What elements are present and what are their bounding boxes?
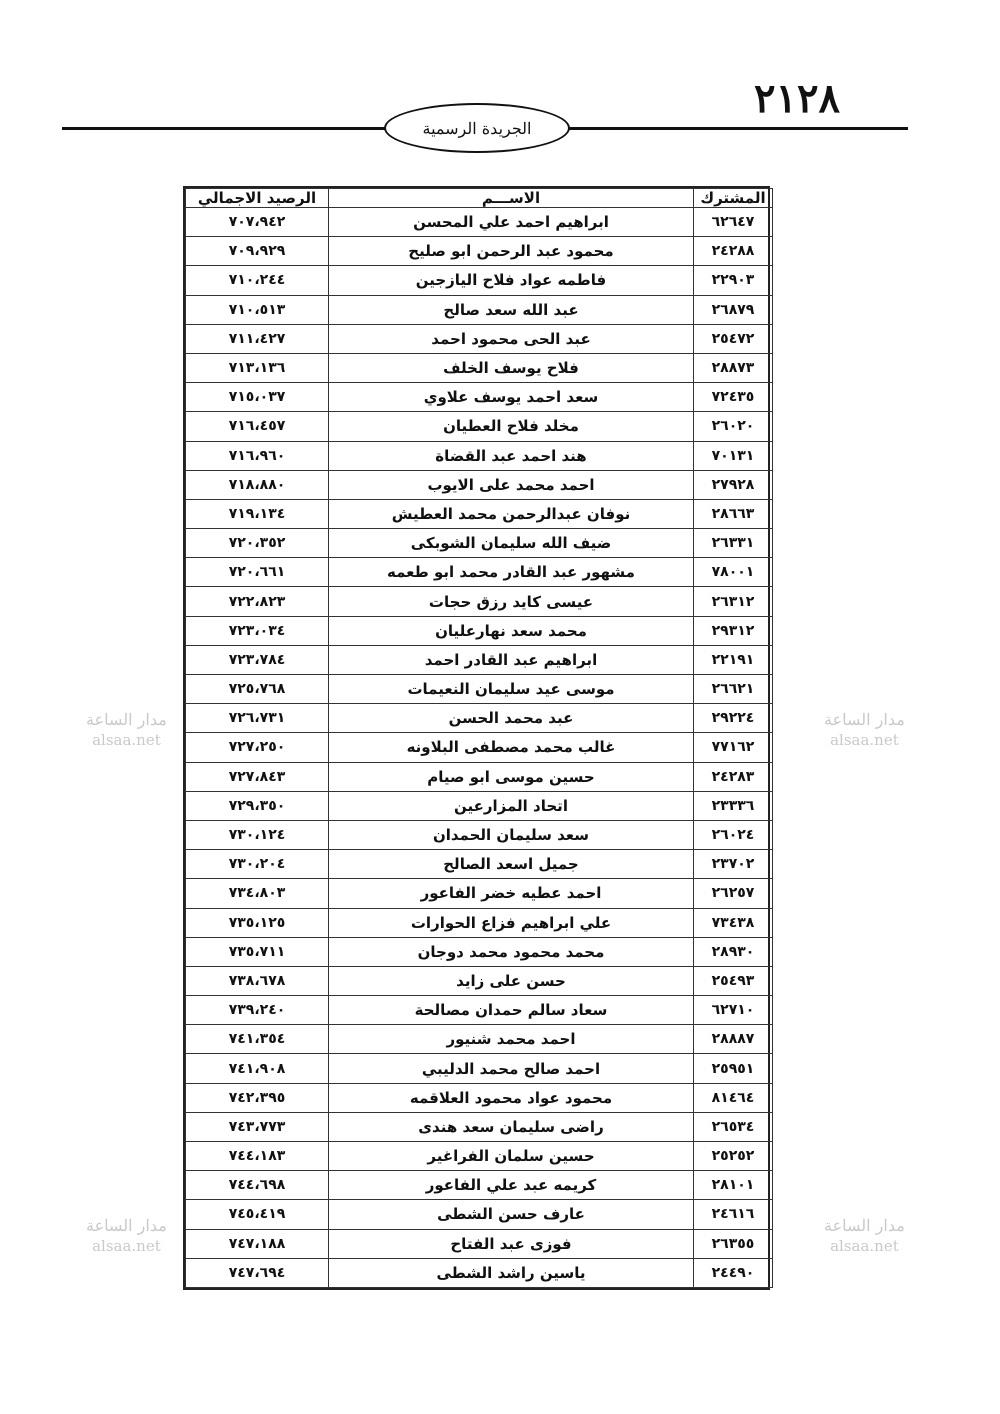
balance-cell: ٧٢٢،٨٢٣ [186,587,329,616]
subscriber-id-cell: ٢٥٤٩٣ [694,966,773,995]
name-cell: جميل اسعد الصالح [329,850,694,879]
table-row [186,791,773,820]
table-row [186,324,773,353]
name-cell: هند احمد عبد القضاة [329,441,694,470]
subscriber-id-cell: ٧٧١٦٢ [694,733,773,762]
name-cell: محمود عواد محمود العلاقمه [329,1083,694,1112]
balance-cell: ٧٣٨،٦٧٨ [186,966,329,995]
balance-cell: ٧٣٥،٧١١ [186,937,329,966]
name-cell: مخلد فلاح العطيان [329,412,694,441]
balance-cell: ٧٤٤،١٨٣ [186,1142,329,1171]
table-row [186,1229,773,1258]
subscriber-id-cell: ٢٦٠٢٠ [694,412,773,441]
subscribers-table-grid [185,188,773,1288]
balance-cell: ٧٣٥،١٢٥ [186,908,329,937]
subscriber-id-cell: ٧٢٤٣٥ [694,383,773,412]
subscriber-id-cell: ٨١٤٦٤ [694,1083,773,1112]
balance-cell: ٧٢٩،٣٥٠ [186,791,329,820]
subscriber-id-cell: ٢٨٨٧٣ [694,353,773,382]
page-number: ٢١٢٨ [754,75,840,122]
table-row [186,733,773,762]
table-row [186,1142,773,1171]
balance-cell: ٧٢٧،٨٤٣ [186,762,329,791]
subscriber-id-cell: ٢٨٦٦٣ [694,499,773,528]
table-row [186,937,773,966]
table-row [186,966,773,995]
name-cell: فوزى عبد الفتاح [329,1229,694,1258]
balance-cell: ٧٢٥،٧٦٨ [186,675,329,704]
subscribers-table [183,186,770,1290]
balance-cell: ٧١٠،٢٤٤ [186,266,329,295]
table-row [186,820,773,849]
balance-cell: ٧٤٣،٧٧٣ [186,1112,329,1141]
masthead-title: الجريدة الرسمية [422,118,532,138]
balance-cell: ٧٤٢،٣٩٥ [186,1083,329,1112]
subscriber-id-cell: ٢٩٢٢٤ [694,704,773,733]
balance-cell: ٧٢٣،٠٣٤ [186,616,329,645]
name-cell: عبد محمد الحسن [329,704,694,733]
table-row [186,616,773,645]
table-row [186,383,773,412]
table-row [186,704,773,733]
name-cell: ابراهيم احمد علي المحسن [329,208,694,237]
name-cell: محمد سعد نهارعليان [329,616,694,645]
balance-cell: ٧١١،٤٢٧ [186,324,329,353]
name-cell: احمد محمد على الايوب [329,470,694,499]
balance-cell: ٧٢٦،٧٣١ [186,704,329,733]
name-cell: احمد عطيه خضر الفاعور [329,879,694,908]
name-cell: ضيف الله سليمان الشوبكى [329,529,694,558]
header-name: الاســـم [329,189,694,208]
header-subscriber: المشترك [694,189,773,208]
watermark-url: alsaa.net [830,731,899,749]
name-cell: حسين موسى ابو صيام [329,762,694,791]
table-row [186,675,773,704]
balance-cell: ٧٠٧،٩٤٢ [186,208,329,237]
name-cell: سعاد سالم حمدان مصالحة [329,996,694,1025]
table-row [186,1200,773,1229]
table-row [186,353,773,382]
name-cell: عبد الحى محمود احمد [329,324,694,353]
name-cell: راضى سليمان سعد هندى [329,1112,694,1141]
balance-cell: ٧٢٧،٢٥٠ [186,733,329,762]
name-cell: محمود عبد الرحمن ابو صليح [329,237,694,266]
balance-cell: ٧٣٠،١٢٤ [186,820,329,849]
name-cell: احمد صالح محمد الدليبي [329,1054,694,1083]
subscriber-id-cell: ٢٦٣٣١ [694,529,773,558]
table-row [186,850,773,879]
subscriber-id-cell: ٢٨٨٨٧ [694,1025,773,1054]
balance-cell: ٧١٥،٠٣٧ [186,383,329,412]
subscriber-id-cell: ٢٨٩٣٠ [694,937,773,966]
table-row [186,237,773,266]
watermark-url: alsaa.net [92,731,161,749]
watermark-text: مدار الساعة [86,710,167,729]
balance-cell: ٧٤٧،٦٩٤ [186,1258,329,1287]
balance-cell: ٧٢٣،٧٨٤ [186,645,329,674]
watermark [824,710,905,750]
watermark-text: مدار الساعة [86,1216,167,1235]
name-cell: مشهور عبد القادر محمد ابو طعمه [329,558,694,587]
balance-cell: ٧٤٧،١٨٨ [186,1229,329,1258]
watermark [86,710,167,750]
balance-cell: ٧٤٤،٦٩٨ [186,1171,329,1200]
name-cell: حسين سلمان الفراغير [329,1142,694,1171]
name-cell: موسى عيد سليمان النعيمات [329,675,694,704]
name-cell: ابراهيم عبد القادر احمد [329,645,694,674]
table-header-row [186,189,773,208]
balance-cell: ٧١٠،٥١٣ [186,295,329,324]
balance-cell: ٧٤١،٩٠٨ [186,1054,329,1083]
subscriber-id-cell: ٢٦٦٢١ [694,675,773,704]
subscriber-id-cell: ٢٧٩٢٨ [694,470,773,499]
subscriber-id-cell: ٢٣٣٣٦ [694,791,773,820]
table-row [186,295,773,324]
subscriber-id-cell: ٢٦٢٥٧ [694,879,773,908]
subscriber-id-cell: ٧٣٤٣٨ [694,908,773,937]
balance-cell: ٧٣٩،٢٤٠ [186,996,329,1025]
name-cell: نوفان عبدالرحمن محمد العطيش [329,499,694,528]
subscriber-id-cell: ٢٦٥٣٤ [694,1112,773,1141]
name-cell: فلاح يوسف الخلف [329,353,694,382]
subscriber-id-cell: ٢٣٧٠٢ [694,850,773,879]
subscriber-id-cell: ٢٥٤٧٢ [694,324,773,353]
table-row [186,645,773,674]
balance-cell: ٧٢٠،٦٦١ [186,558,329,587]
table-row [186,1054,773,1083]
balance-cell: ٧٣٠،٢٠٤ [186,850,329,879]
subscriber-id-cell: ٢٤٦١٦ [694,1200,773,1229]
table-row [186,412,773,441]
masthead-oval [384,103,570,153]
subscriber-id-cell: ٢٦٣١٢ [694,587,773,616]
table-row [186,1025,773,1054]
subscriber-id-cell: ٢٦٨٧٩ [694,295,773,324]
name-cell: عارف حسن الشطى [329,1200,694,1229]
subscriber-id-cell: ٢٤٤٩٠ [694,1258,773,1287]
subscriber-id-cell: ٢٩٣١٢ [694,616,773,645]
subscriber-id-cell: ٢٢٩٠٣ [694,266,773,295]
name-cell: علي ابراهيم فزاع الحوارات [329,908,694,937]
table-row [186,996,773,1025]
subscriber-id-cell: ٢٥٩٥١ [694,1054,773,1083]
table-row [186,762,773,791]
table-row [186,470,773,499]
name-cell: محمد محمود محمد دوجان [329,937,694,966]
table-row [186,529,773,558]
subscriber-id-cell: ٢٥٢٥٢ [694,1142,773,1171]
name-cell: ياسين راشد الشطى [329,1258,694,1287]
table-row [186,1083,773,1112]
watermark-url: alsaa.net [830,1237,899,1255]
watermark-text: مدار الساعة [824,710,905,729]
name-cell: اتحاد المزارعين [329,791,694,820]
name-cell: عبد الله سعد صالح [329,295,694,324]
subscriber-id-cell: ٧٨٠٠١ [694,558,773,587]
table-row [186,558,773,587]
name-cell: عيسى كايد رزق حجات [329,587,694,616]
watermark-text: مدار الساعة [824,1216,905,1235]
balance-cell: ٧١٨،٨٨٠ [186,470,329,499]
name-cell: احمد محمد شنيور [329,1025,694,1054]
table-row [186,441,773,470]
subscriber-id-cell: ٢٦٣٥٥ [694,1229,773,1258]
subscriber-id-cell: ٢٢١٩١ [694,645,773,674]
table-row [186,908,773,937]
name-cell: كريمه عبد علي الفاعور [329,1171,694,1200]
name-cell: حسن على زايد [329,966,694,995]
balance-cell: ٧٠٩،٩٢٩ [186,237,329,266]
subscriber-id-cell: ٢٤٢٨٨ [694,237,773,266]
table-row [186,879,773,908]
balance-cell: ٧١٣،١٣٦ [186,353,329,382]
header-balance: الرصيد الاجمالي [186,189,329,208]
table-row [186,1171,773,1200]
watermark-url: alsaa.net [92,1237,161,1255]
table-row [186,1112,773,1141]
subscriber-id-cell: ٧٠١٣١ [694,441,773,470]
balance-cell: ٧٤١،٣٥٤ [186,1025,329,1054]
table-row [186,1258,773,1287]
table-row [186,499,773,528]
name-cell: سعد سليمان الحمدان [329,820,694,849]
name-cell: فاطمه عواد فلاح اليازجين [329,266,694,295]
balance-cell: ٧١٦،٤٥٧ [186,412,329,441]
subscriber-id-cell: ٢٨١٠١ [694,1171,773,1200]
subscriber-id-cell: ٢٦٠٢٤ [694,820,773,849]
name-cell: سعد احمد يوسف علاوي [329,383,694,412]
balance-cell: ٧١٩،١٣٤ [186,499,329,528]
subscriber-id-cell: ٦٢٧١٠ [694,996,773,1025]
balance-cell: ٧١٦،٩٦٠ [186,441,329,470]
balance-cell: ٧٤٥،٤١٩ [186,1200,329,1229]
table-row [186,208,773,237]
subscriber-id-cell: ٦٢٦٤٧ [694,208,773,237]
balance-cell: ٧٢٠،٣٥٢ [186,529,329,558]
subscriber-id-cell: ٢٤٢٨٣ [694,762,773,791]
table-row [186,266,773,295]
table-row [186,587,773,616]
watermark [824,1216,905,1256]
balance-cell: ٧٣٤،٨٠٣ [186,879,329,908]
name-cell: غالب محمد مصطفى البلاونه [329,733,694,762]
watermark [86,1216,167,1256]
